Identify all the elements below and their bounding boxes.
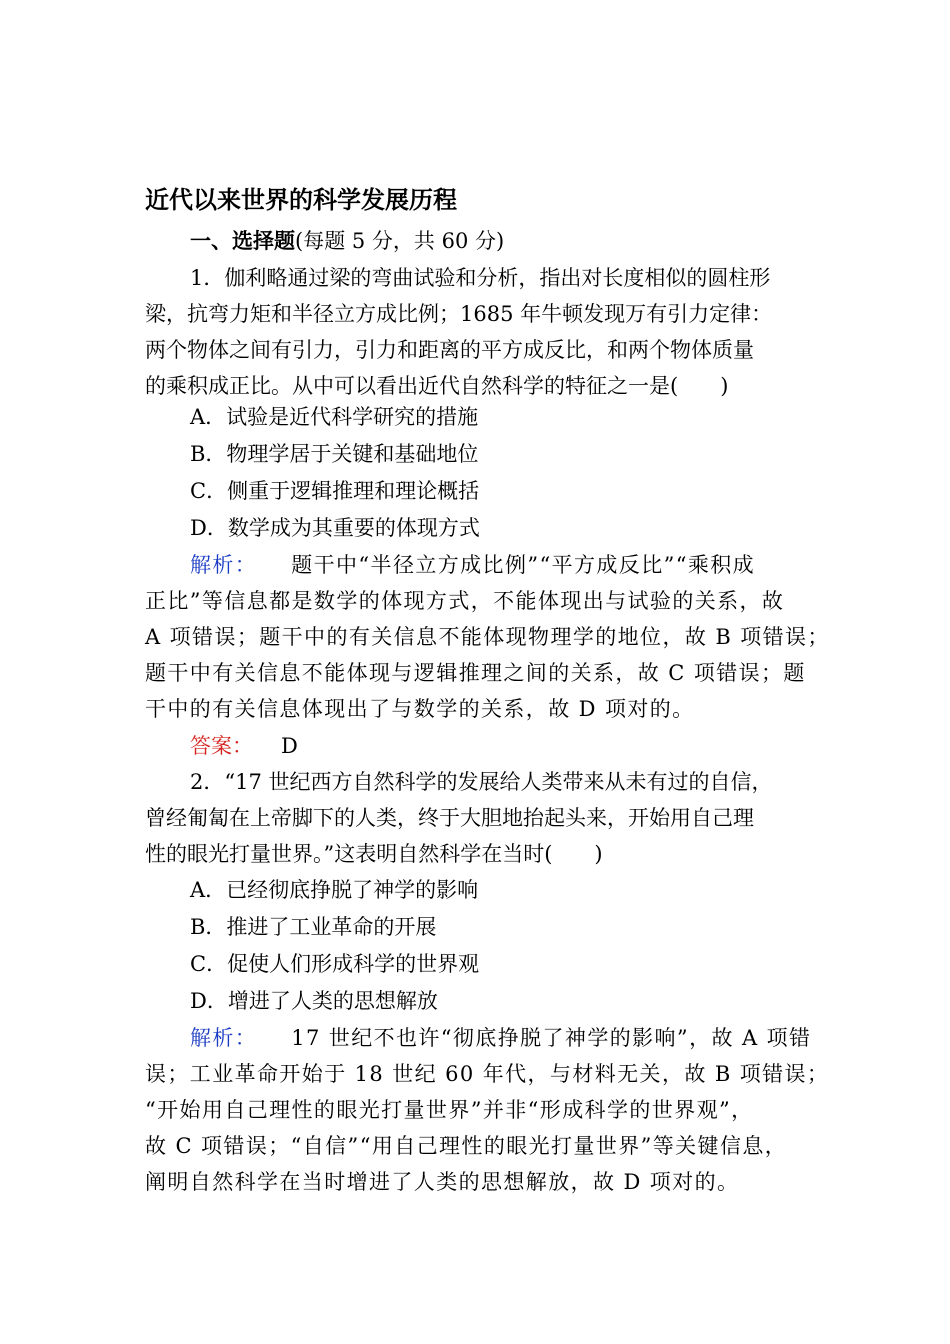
q1-line: 梁，抗弯力矩和半径立方成比例；1685 年牛顿发现万有引力定律： (145, 302, 773, 326)
analysis-text: 误；工业革命开始于 18 世纪 60 年代，与材料无关，故 B 项错误； (145, 1062, 830, 1086)
q1-option-c: C．侧重于逻辑推理和理论概括 (190, 479, 480, 503)
analysis-text: 干中的有关信息体现出了与数学的关系，故 D 项对的。 (145, 697, 695, 721)
q2-option-a: A．已经彻底挣脱了神学的影响 (190, 878, 479, 902)
q1-option-d: D．数学成为其重要的体现方式 (190, 516, 480, 540)
q1-answer (190, 728, 298, 764)
q2-analysis (145, 1020, 829, 1200)
q2-line: 性的眼光打量世界。”这表明自然科学在当时( ) (145, 842, 603, 866)
answer-value: D (281, 734, 298, 758)
q1-line: 的乘积成正比。从中可以看出近代自然科学的特征之一是( ) (145, 374, 729, 398)
analysis-text: “开始用自己理性的眼光打量世界”并非“形成科学的世界观”， (145, 1098, 754, 1122)
analysis-text: 17 世纪不也许“彻底挣脱了神学的影响”，故 A 项错 (291, 1026, 812, 1050)
analysis-text: 题干中“半径立方成比例”“平方成反比”“乘积成 (291, 553, 756, 577)
q1-line: 两个物体之间有引力，引力和距离的平方成反比，和两个物体质量 (145, 338, 754, 362)
analysis-text: 故 C 项错误；“自信”“用自己理性的眼光打量世界”等关键信息， (145, 1134, 788, 1158)
q1-line: 1．伽利略通过梁的弯曲试验和分析，指出对长度相似的圆柱形 (190, 266, 771, 290)
q2-option-c: C．促使人们形成科学的世界观 (190, 952, 480, 976)
q2-option-d: D．增进了人类的思想解放 (190, 989, 438, 1013)
analysis-text: 正比”等信息都是数学的体现方式，不能体现出与试验的关系，故 (145, 589, 785, 613)
section-heading (190, 225, 504, 255)
document-title: 近代以来世界的科学发展历程 (145, 186, 457, 214)
q1-option-b: B．物理学居于关键和基础地位 (190, 442, 479, 466)
section-note: (每题 5 分，共 60 分) (295, 229, 505, 253)
analysis-text: 阐明自然科学在当时增进了人类的思想解放，故 D 项对的。 (145, 1170, 740, 1194)
q1-option-a: A．试验是近代科学研究的措施 (190, 405, 479, 429)
section-head: 一、选择题 (190, 229, 295, 253)
q2-line: 曾经匍匐在上帝脚下的人类，终于大胆地抬起头来，开始用自己理 (145, 806, 754, 830)
q2-line: 2．“17 世纪西方自然科学的发展给人类带来从未有过的自信， (190, 770, 773, 794)
answer-label: 答案： (190, 734, 253, 758)
question-1-stem (145, 260, 772, 404)
q1-analysis (145, 547, 830, 727)
analysis-label: 解析： (190, 553, 258, 577)
analysis-label: 解析： (190, 1026, 258, 1050)
question-2-stem (145, 764, 773, 872)
q2-option-b: B．推进了工业革命的开展 (190, 915, 437, 939)
analysis-text: A 项错误；题干中的有关信息不能体现物理学的地位，故 B 项错误； (145, 625, 830, 649)
analysis-text: 题干中有关信息不能体现与逻辑推理之间的关系，故 C 项错误；题 (145, 661, 806, 685)
